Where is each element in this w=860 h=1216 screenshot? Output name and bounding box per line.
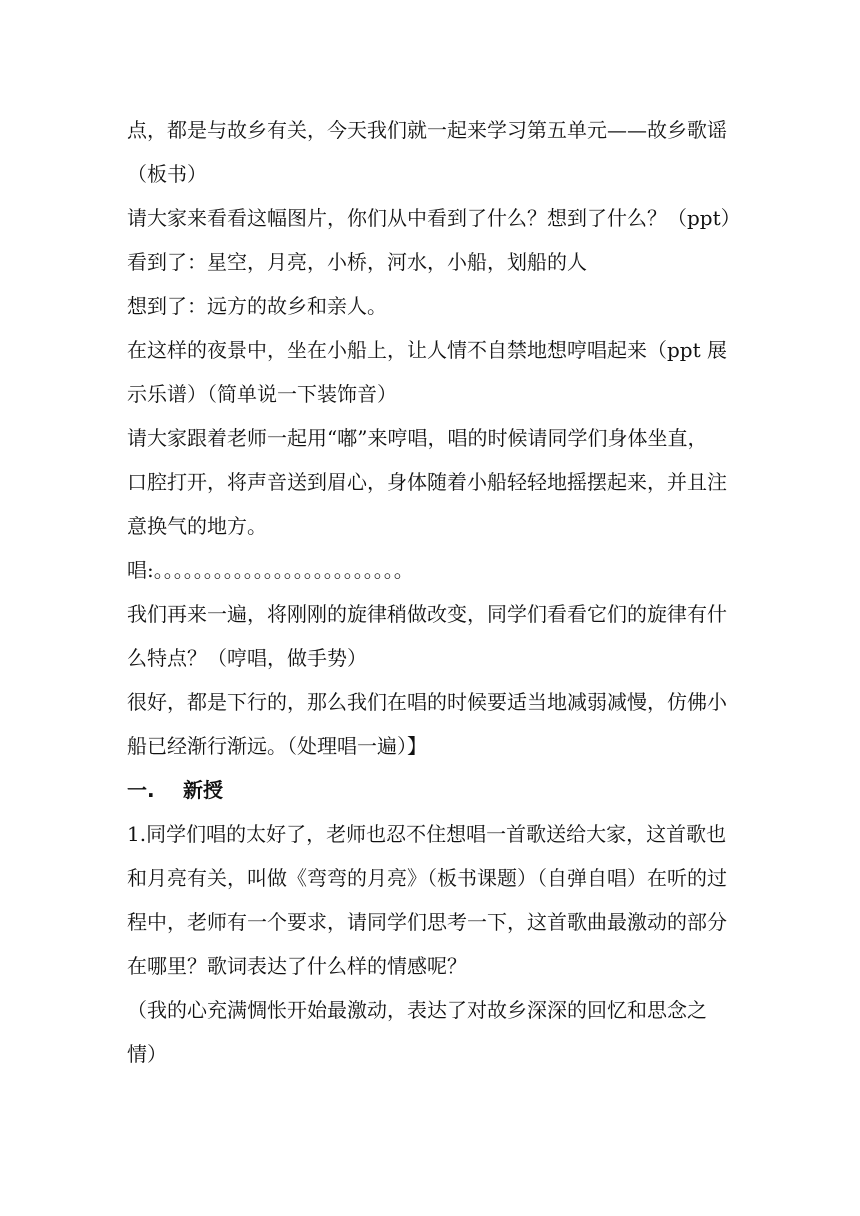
text-line: （板书） [127,162,207,186]
section-title: 新授 [183,778,223,802]
text-line: 意换气的地方。 [127,514,267,538]
text-line: 示乐谱）（简单说一下装饰音） [127,382,397,406]
text-line: 请大家来看看这幅图片，你们从中看到了什么？想到了什么？（ppt） [127,206,741,230]
text-line: 么特点？（哼唱，做手势） [127,646,367,670]
text-line: （我的心充满惆怅开始最激动，表达了对故乡深深的回忆和思念之 [127,998,707,1022]
text-line: 请大家跟着老师一起用“嘟”来哼唱，唱的时候请同学们身体坐直， [127,426,708,450]
text-line: 唱:。。。。。。。。。。。。。。。。。。。。。。。。。 [127,558,414,582]
text-line: 在这样的夜景中，坐在小船上，让人情不自禁地想哼唱起来（ppt 展 [127,338,727,362]
document-body [127,108,741,1076]
text-line: 想到了：远方的故乡和亲人。 [127,294,387,318]
text-line: 我们再来一遍，将刚刚的旋律稍做改变，同学们看看它们的旋律有什 [127,602,727,626]
text-line: 很好，都是下行的，那么我们在唱的时候要适当地减弱减慢，仿佛小 [127,690,727,714]
text-line: 船已经渐行渐远。（处理唱一遍）】 [127,734,427,758]
text-line: 和月亮有关，叫做《弯弯的月亮》（板书课题）（自弹自唱）在听的过 [127,866,727,890]
text-line: 看到了：星空，月亮，小桥，河水，小船，划船的人 [127,250,587,274]
text-line: 点，都是与故乡有关，今天我们就一起来学习第五单元——故乡歌谣 [127,118,727,142]
text-line: 口腔打开，将声音送到眉心，身体随着小船轻轻地摇摆起来，并且注 [127,470,727,494]
text-line: 1.同学们唱的太好了，老师也忍不住想唱一首歌送给大家，这首歌也 [127,822,727,846]
text-line: 程中，老师有一个要求，请同学们思考一下，这首歌曲最激动的部分 [127,910,727,934]
section-number: 一. [127,778,155,802]
section-heading [127,768,737,812]
text-line: 情） [127,1042,167,1066]
text-line: 在哪里？歌词表达了什么样的情感呢？ [127,954,467,978]
